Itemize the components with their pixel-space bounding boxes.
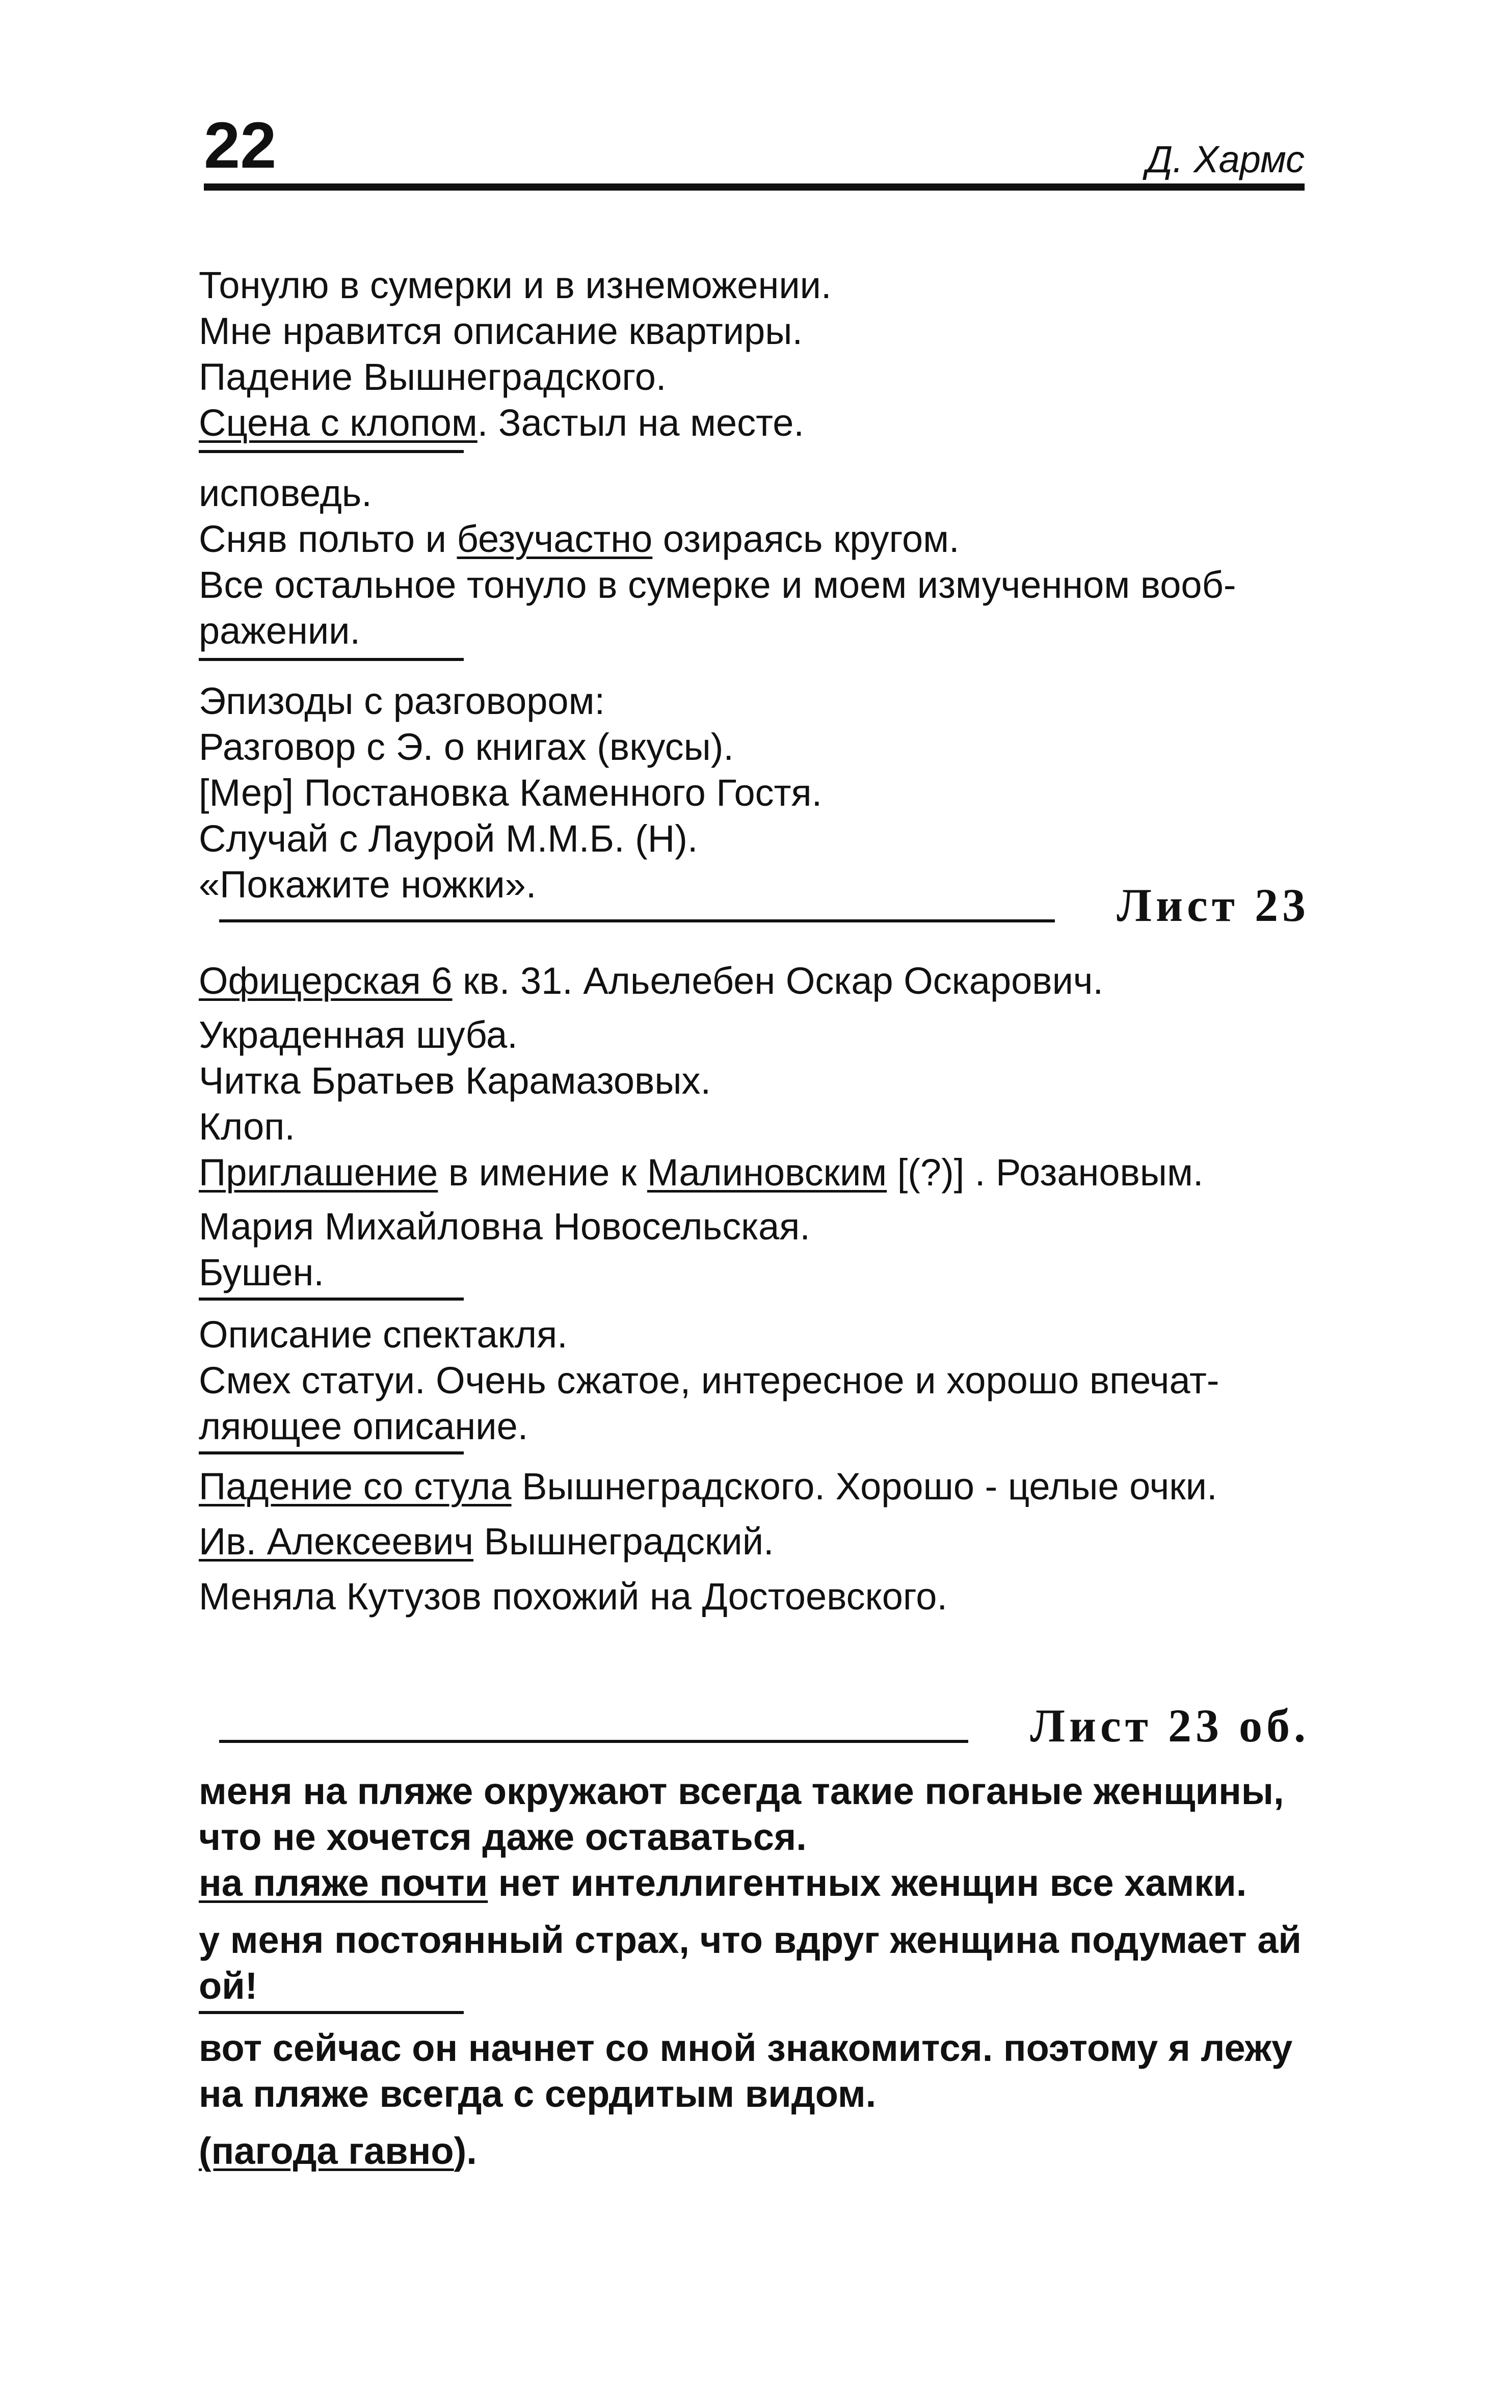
text-line: вот сейчас он начнет со мной знакомится. поэтому я лежу — [199, 2027, 1293, 2069]
text-span: Сняв польто и — [199, 518, 457, 560]
underlined-phrase: Приглашение — [199, 1151, 438, 1194]
underlined-phrase: Малиновским — [647, 1151, 887, 1194]
separator-rule — [199, 450, 464, 453]
text-line: Смех статуи. Очень сжатое, интересное и хорошо впечат- — [199, 1359, 1219, 1401]
leaf-rule — [219, 1740, 968, 1743]
leaf-rule — [219, 919, 1055, 922]
text-line: Клоп. — [199, 1105, 295, 1148]
text-line: Все остальное тонуло в сумерке и моем измученном вооб- — [199, 564, 1236, 606]
text-line — [199, 1250, 1310, 1295]
page-header — [204, 109, 1305, 194]
text-line — [199, 2128, 1310, 2174]
page-number: 22 — [204, 109, 277, 182]
text-line: Падение Вышнеградского. — [199, 356, 667, 398]
text-line: Меняла Кутузов похожий на Достоевского. — [199, 1575, 948, 1618]
text-line: Мне нравится описание квартиры. — [199, 310, 803, 352]
leaf-title: Лист 23 об. — [1030, 1700, 1310, 1752]
leaf-heading-23-ob — [219, 1697, 1310, 1758]
underlined-phrase: Падение со стула — [199, 1465, 512, 1507]
text-line: ражении. — [199, 610, 361, 652]
header-rule — [204, 183, 1305, 191]
running-author: Д. Хармс — [1146, 138, 1305, 180]
text-line — [199, 958, 1310, 1004]
leaf-title: Лист 23 — [1117, 879, 1310, 931]
text-span: озираясь кругом. — [652, 518, 960, 560]
text-line — [199, 1519, 1310, 1565]
text-line: Мария Михайловна Новосельская. — [199, 1205, 810, 1248]
separator-rule — [199, 658, 464, 661]
leaf-heading-23 — [219, 877, 1310, 938]
text-span: Вышнеградский. — [473, 1520, 774, 1563]
text-line: Тонулю в сумерки и в изнеможении. — [199, 264, 832, 306]
text-line — [199, 1860, 1310, 1906]
underlined-phrase: Бушен. — [199, 1251, 324, 1293]
underlined-phrase: на пляже почти — [199, 1862, 488, 1904]
underlined-phrase: Ив. Алексеевич — [199, 1520, 474, 1563]
section-3 — [199, 1768, 1310, 2174]
separator-rule — [199, 1298, 464, 1301]
text-line: Эпизоды с разговором: — [199, 680, 605, 722]
text-line: Описание спектакля. — [199, 1313, 568, 1356]
text-line: Читка Братьев Карамазовых. — [199, 1060, 711, 1102]
separator-rule — [199, 1451, 464, 1454]
text-line: [Мер] Постановка Каменного Гостя. — [199, 772, 823, 814]
underlined-phrase: (пагода гавно — [199, 2130, 454, 2172]
underlined-phrase: безучастно — [457, 518, 653, 560]
text-span: кв. 31. Альелебен Оскар Оскарович. — [452, 960, 1104, 1002]
text-line — [199, 1464, 1310, 1510]
text-line — [199, 516, 1310, 562]
text-line: Разговор с Э. о книгах (вкусы). — [199, 726, 734, 768]
text-span: [(?)] . Розановым. — [887, 1151, 1204, 1194]
text-span: . Застыл на месте. — [477, 402, 804, 444]
text-span: в имение к — [438, 1151, 647, 1194]
text-span: ). — [454, 2130, 477, 2172]
text-line: меня на пляже окружают всегда такие поганые женщины, — [199, 1770, 1284, 1812]
section-1 — [199, 262, 1310, 908]
text-line — [199, 1150, 1310, 1196]
text-line: ой! — [199, 1965, 258, 2007]
text-line: ляющее описание. — [199, 1405, 528, 1447]
text-line: Случай с Лаурой М.М.Б. (Н). — [199, 817, 698, 860]
text-line — [199, 400, 1310, 446]
text-span: Вышнеградского. Хорошо - целые очки. — [511, 1465, 1217, 1507]
text-span: нет интеллигентных женщин все хамки. — [488, 1862, 1247, 1904]
text-line: у меня постоянный страх, что вдруг женщина подумает ай — [199, 1919, 1302, 1961]
underlined-phrase: Сцена с клопом — [199, 402, 478, 444]
separator-rule — [199, 2011, 464, 2014]
text-line: «Покажите ножки». — [199, 863, 537, 906]
underlined-phrase: Офицерская 6 — [199, 960, 453, 1002]
text-line: Украденная шуба. — [199, 1014, 518, 1056]
text-line: на пляже всегда с сердитым видом. — [199, 2073, 877, 2115]
text-line: что не хочется даже оставаться. — [199, 1816, 807, 1858]
text-line: исповедь. — [199, 472, 372, 514]
section-2 — [199, 958, 1310, 1620]
